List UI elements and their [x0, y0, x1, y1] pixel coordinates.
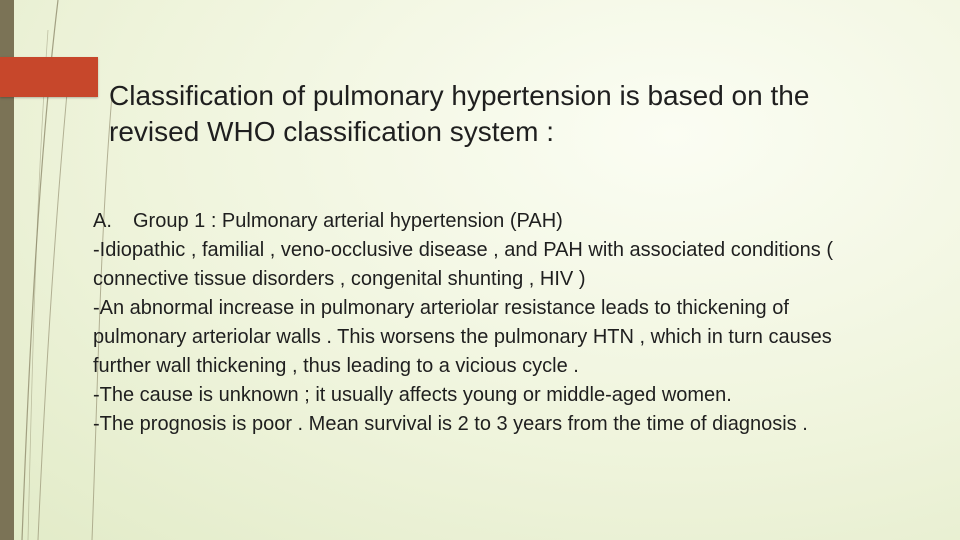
slide-title: Classification of pulmonary hypertension is based on the revised WHO classification system :	[109, 80, 810, 147]
list-item-a	[93, 207, 833, 236]
paragraph-mechanism: -An abnormal increase in pulmonary arteriolar resistance leads to thickening of pulmonary arteriolar walls . This worsens the pulmonary HTN , which in turn causes further wall thickening , thus leading to a vicious cycle .	[93, 297, 832, 377]
list-marker: A.	[93, 210, 112, 232]
paragraph-prognosis: -The prognosis is poor . Mean survival is 2 to 3 years from the time of diagnosis .	[93, 413, 808, 435]
slide-body	[93, 207, 833, 439]
paragraph-conditions: -Idiopathic , familial , veno-occlusive disease , and PAH with associated conditions ( connective tissue disorders , congenital shunting , HIV )	[93, 239, 833, 290]
list-item-heading: Group 1 : Pulmonary arterial hypertension (PAH)	[133, 210, 563, 232]
accent-tab	[0, 57, 98, 97]
paragraph-cause: -The cause is unknown ; it usually affects young or middle-aged women.	[93, 384, 732, 406]
